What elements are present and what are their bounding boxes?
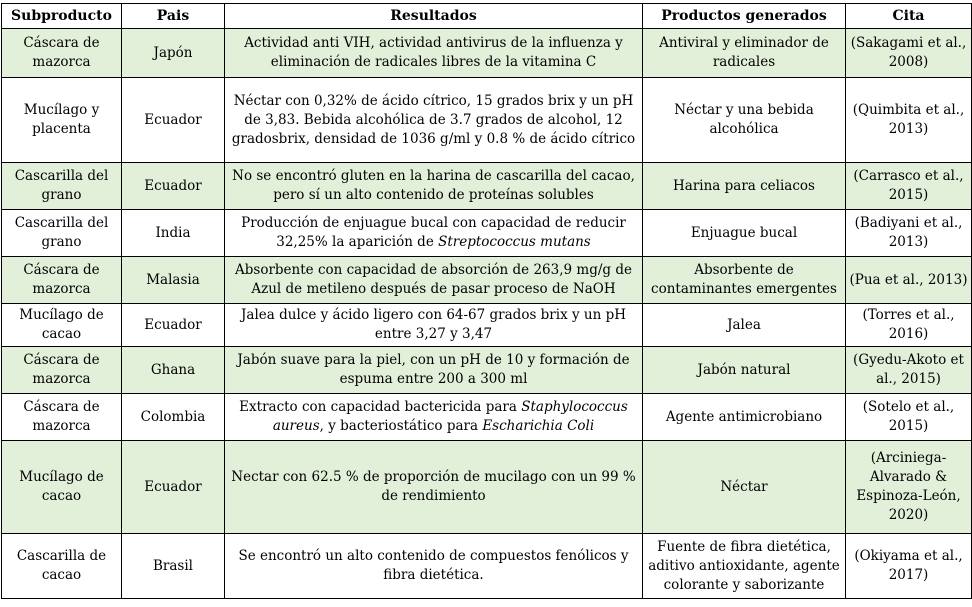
cell-pais: Brasil — [122, 534, 225, 599]
cell-productos: Absorbente de contaminantes emergentes — [643, 257, 846, 304]
cell-pais: Ghana — [122, 347, 225, 394]
cell-cita: (Torres et al., 2016) — [846, 304, 972, 347]
table-header — [2, 4, 972, 29]
cell-subproducto: Cascarilla de cacao — [2, 534, 122, 599]
species-name: Escharichia Coli — [482, 418, 595, 434]
subproducts-table — [1, 3, 972, 599]
resultados-text: , y bacteriostático para — [319, 418, 483, 434]
cell-subproducto: Cáscara de mazorca — [2, 257, 122, 304]
cell-cita: (Badiyani et al., 2013) — [846, 210, 972, 257]
cell-subproducto: Cáscara de mazorca — [2, 347, 122, 394]
table-row — [2, 257, 972, 304]
cell-pais: Ecuador — [122, 78, 225, 163]
cell-resultados: Néctar con 0,32% de ácido cítrico, 15 grados brix y un pH de 3,83. Bebida alcohólica de 3.7 grados de alcohol, 12 gradosbrix, densidad de 1036 g/ml y 0.8 % de ácido cítrico — [225, 78, 643, 163]
cell-subproducto: Cáscara de mazorca — [2, 394, 122, 441]
cell-productos: Néctar — [643, 441, 846, 534]
cell-resultados: Jalea dulce y ácido ligero con 64-67 grados brix y un pH entre 3,27 y 3,47 — [225, 304, 643, 347]
header-cita: Cita — [846, 4, 972, 29]
cell-pais: Japón — [122, 29, 225, 78]
cell-subproducto: Cascarilla del grano — [2, 210, 122, 257]
cell-subproducto: Mucílago de cacao — [2, 441, 122, 534]
cell-subproducto: Mucílago y placenta — [2, 78, 122, 163]
table-row — [2, 210, 972, 257]
cell-cita: (Quimbita et al., 2013) — [846, 78, 972, 163]
cell-cita: (Sotelo et al., 2015) — [846, 394, 972, 441]
cell-subproducto: Cascarilla del grano — [2, 163, 122, 210]
cell-pais: Malasia — [122, 257, 225, 304]
cell-resultados: Se encontró un alto contenido de compuestos fenólicos y fibra dietética. — [225, 534, 643, 599]
species-name: Streptococcus mutans — [438, 234, 591, 250]
cell-subproducto: Cáscara de mazorca — [2, 29, 122, 78]
cell-pais: Colombia — [122, 394, 225, 441]
cell-productos: Jalea — [643, 304, 846, 347]
cell-cita: (Okiyama et al., 2017) — [846, 534, 972, 599]
cell-pais: India — [122, 210, 225, 257]
cell-resultados: Nectar con 62.5 % de proporción de mucilago con un 99 % de rendimiento — [225, 441, 643, 534]
table-row — [2, 29, 972, 78]
cell-cita: (Carrasco et al., 2015) — [846, 163, 972, 210]
resultados-text: Producción de enjuague bucal con capacidad de reducir 32,25% la aparición de — [241, 215, 626, 250]
species-name: Staphylococcus aureus — [272, 399, 628, 434]
table-row — [2, 304, 972, 347]
cell-productos: Harina para celiacos — [643, 163, 846, 210]
cell-productos: Enjuague bucal — [643, 210, 846, 257]
table-row — [2, 78, 972, 163]
header-row — [2, 4, 972, 29]
table-row — [2, 534, 972, 599]
cell-cita: (Sakagami et al., 2008) — [846, 29, 972, 78]
cell-resultados: Actividad anti VIH, actividad antivirus de la influenza y eliminación de radicales libres de la vitamina C — [225, 29, 643, 78]
cell-productos: Néctar y una bebida alcohólica — [643, 78, 846, 163]
table-row — [2, 394, 972, 441]
cell-productos: Antiviral y eliminador de radicales — [643, 29, 846, 78]
cell-pais: Ecuador — [122, 163, 225, 210]
document-page — [1, 3, 972, 599]
cell-cita: (Arciniega-Alvarado & Espinoza-León, 2020) — [846, 441, 972, 534]
cell-resultados: Absorbente con capacidad de absorción de 263,9 mg/g de Azul de metileno después de pasar proceso de NaOH — [225, 257, 643, 304]
table-row — [2, 347, 972, 394]
cell-pais: Ecuador — [122, 441, 225, 534]
cell-resultados — [225, 394, 643, 441]
header-resultados: Resultados — [225, 4, 643, 29]
table-row — [2, 163, 972, 210]
cell-productos: Agente antimicrobiano — [643, 394, 846, 441]
cell-resultados — [225, 210, 643, 257]
cell-cita: (Pua et al., 2013) — [846, 257, 972, 304]
cell-subproducto: Mucílago de cacao — [2, 304, 122, 347]
table-row — [2, 441, 972, 534]
header-pais: Pais — [122, 4, 225, 29]
resultados-text: Extracto con capacidad bactericida para — [239, 399, 522, 415]
cell-resultados: Jabón suave para la piel, con un pH de 10 y formación de espuma entre 200 a 300 ml — [225, 347, 643, 394]
header-productos-generados: Productos generados — [643, 4, 846, 29]
cell-productos: Fuente de fibra dietética, aditivo antioxidante, agente colorante y saborizante — [643, 534, 846, 599]
cell-cita: (Gyedu-Akoto et al., 2015) — [846, 347, 972, 394]
table-body — [2, 29, 972, 599]
cell-resultados: No se encontró gluten en la harina de cascarilla del cacao, pero sí un alto contenido de proteínas solubles — [225, 163, 643, 210]
cell-productos: Jabón natural — [643, 347, 846, 394]
cell-pais: Ecuador — [122, 304, 225, 347]
header-subproducto: Subproducto — [2, 4, 122, 29]
